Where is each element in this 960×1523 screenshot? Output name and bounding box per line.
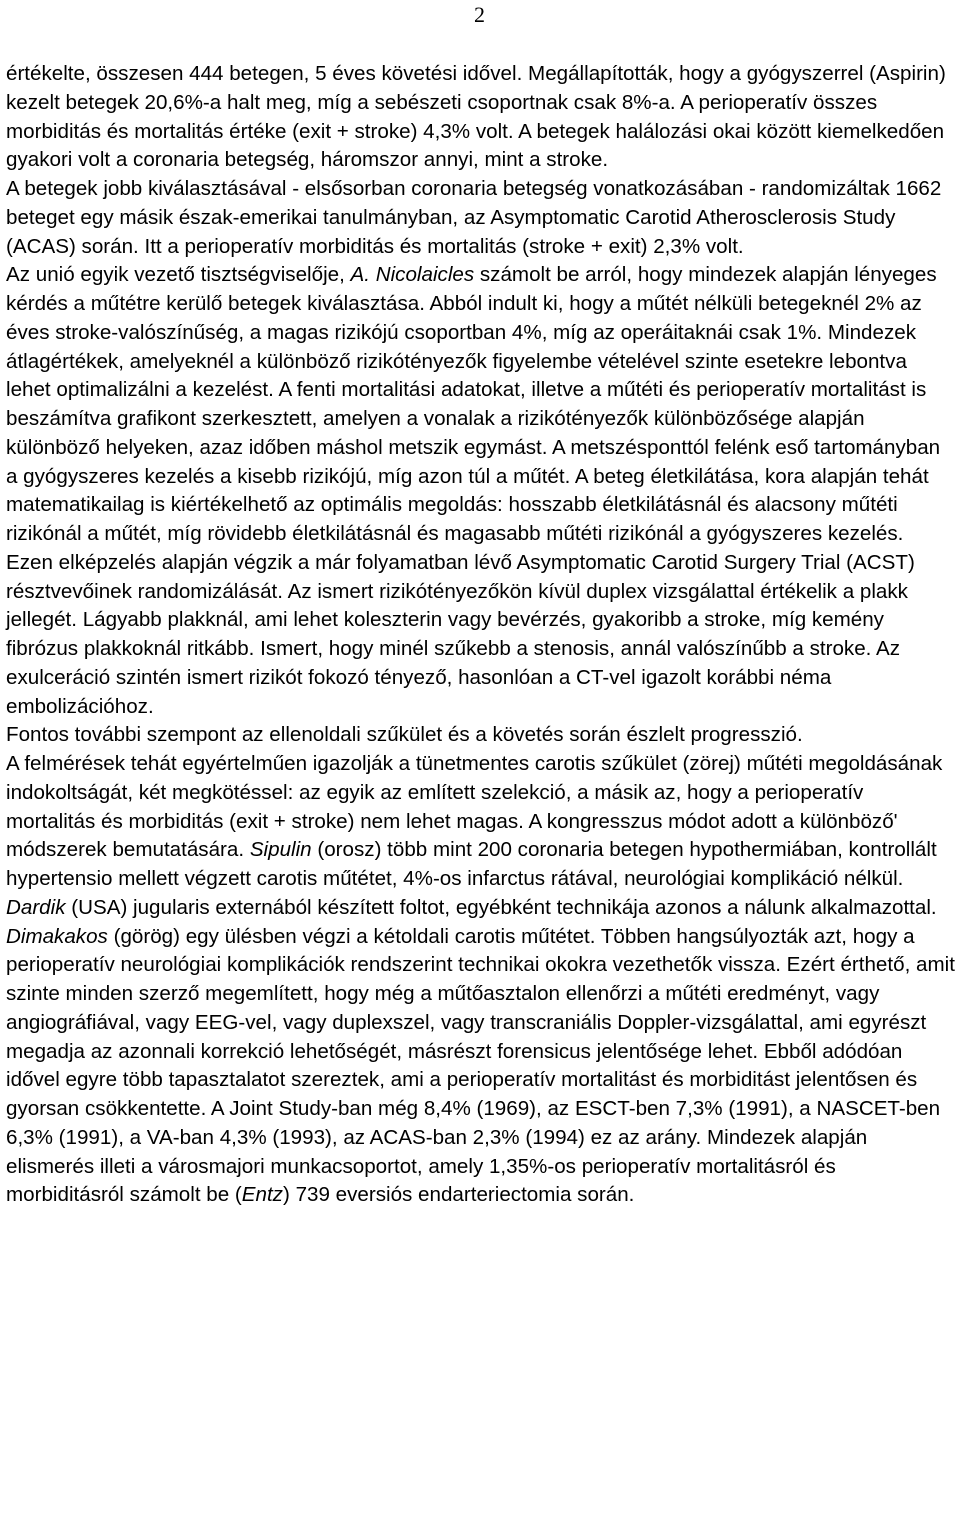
author-name: A. Nicolaicles bbox=[350, 263, 475, 287]
paragraph-text: Fontos további szempont az ellenoldali szűkület és a követés során észlelt progresszió. bbox=[6, 723, 803, 747]
paragraph-text: (orosz) több mint 200 coronaria betegen hypothermiában, kontrollált hypertensio mellett végzett carotis műtétet, 4%-os infarctus rátával, neurológiai komplikáció nélkül. bbox=[6, 838, 937, 890]
author-name: Dardik bbox=[6, 895, 66, 919]
author-name: Dimakakos bbox=[6, 924, 108, 948]
author-name: Sipulin bbox=[249, 838, 312, 862]
paragraph-conclusions bbox=[6, 750, 956, 1210]
paragraph-text: számolt be arról, hogy mindezek alapján lényeges kérdés a műtétre kerülő betegek kiválasztása. Abból indult ki, hogy a műtét nélküli betegeknél 2% az éves stroke-valószínűség, a magas rizikójú csoportban 4%, míg az operáitaknái csak 1%. Mindezek átlagértékek, amelyeknél a különböző rizikótényezők figyelembe vételével szinte esetekre lebontva lehet optimalizálni a kezelést. A fenti mortalitási adatokat, illetve a műtéti és perioperatív mortalitást is beszámítva grafikont szerkesztett, amelyen a vonalak a rizikótényezők különbözősége alapján különböző helyeken, azaz időben máshol metszik egymást. A metszésponttól felénk eső tartományban a gyógyszeres kezelés a kisebb rizikójú, míg azon túl a műtét. A beteg életkilátása, kora alapján tehát matematikailag is kiértékelhető az optimális megoldás: hosszabb életkilátásnál és alacsony műtéti rizikónál a műtét, míg rövidebb életkilátásnál és magasabb műtéti rizikónál a gyógyszeres kezelés. Ezen elképzelés alapján végzik a már folyamatban lévő Asymptomatic Carotid Surgery Trial (ACST) résztvevőinek randomizálását. Az ismert rizikótényezőkön kívül duplex vizsgálattal értékelik a plakk jellegét. Lágyabb plakknál, ami lehet koleszterin vagy bevérzés, gyakoribb a stroke, míg kemény fibrózus plakkoknál ritkább. Ismert, hogy minél szűkebb a stenosis, annál valószínűbb a stroke. Az exulceráció szintén ismert rizikót fokozó tényező, hasonlóan a CT-vel igazolt korábbi néma embolizációhoz. bbox=[6, 263, 941, 718]
paragraph-text: A felmérések tehát egyértelműen igazolják a tünetmentes carotis szűkület (zörej) műtéti megoldásának indokoltságát, két megkötéssel: az egyik az említett szelekció, a másik az, hogy a perioperatív mortalitás és morbiditás (exit + stroke) nem lehet magas. A kongresszus módot adott a különböző' módszerek bemutatására. bbox=[6, 752, 943, 862]
page-number: 2 bbox=[474, 2, 485, 27]
paragraph-nicolaicles bbox=[6, 261, 956, 721]
paragraph-acas-study bbox=[6, 175, 956, 261]
author-name: Entz bbox=[241, 1183, 283, 1207]
paragraph-text: A betegek jobb kiválasztásával - elsősorban coronaria betegség vonatkozásában - randomizáltak 1662 beteget egy másik észak-emerikai tanulmányban, az Asymptomatic Carotid Atherosclerosis Study (ACAS) során. Itt a perioperatív morbiditás és mortalitás (stroke + exit) 2,3% volt. bbox=[6, 177, 942, 258]
paragraph-progression bbox=[6, 721, 956, 750]
paragraph-text: ) 739 eversiós endarteriectomia során. bbox=[282, 1183, 635, 1207]
paragraph-text: (görög) egy ülésben végzi a kétoldali carotis műtétet. Többen hangsúlyozták azt, hogy a perioperatív neurológiai komplikációk rendszerint technikai okokra vezethetők vissza. Ezért érthető, amit szinte minden szerző megemlített, hogy még a műtőasztalon ellenőrzi a műtéti eredményt, vagy angiográfiával, vagy EEG-vel, vagy duplexszel, vagy transcraniális Doppler-vizsgálattal, ami egyrészt megadja az azonnali korrekció lehetőségét, másrészt forensicus jelentősége lehet. Ebből adódóan idővel egyre több tapasztalatot szereztek, ami a perioperatív mortalitást és morbiditást jelentősen és gyorsan csökkentette. A Joint Study-ban még 8,4% (1969), az ESCT-ben 7,3% (1991), a NASCET-ben 6,3% (1991), a VA-ban 4,3% (1993), az ACAS-ban 2,3% (1994) ez az arány. Mindezek alapján elismerés illeti a városmajori munkacsoportot, amely 1,35%-os perioperatív mortalitásról és morbiditásról számolt be ( bbox=[6, 924, 955, 1207]
paragraph-text: Az unió egyik vezető tisztségviselője, bbox=[6, 263, 351, 287]
paragraph-text: értékelte, összesen 444 betegen, 5 éves követési idővel. Megállapították, hogy a gyógyszerrel (Aspirin) kezelt betegek 20,6%-a halt meg, míg a sebészeti csoportnak csak 8%-a. A perioperatív összes morbiditás és mortalitás értéke (exit + stroke) 4,3% volt. A betegek halálozási okai között kiemelkedően gyakori volt a coronaria betegség, háromszor annyi, mint a stroke. bbox=[6, 62, 946, 172]
document-body bbox=[6, 60, 956, 1210]
paragraph-text: (USA) jugularis externából készített foltot, egyébként technikája azonos a nálunk alkalmazottal. bbox=[65, 895, 937, 919]
paragraph-acst-results bbox=[6, 60, 956, 175]
